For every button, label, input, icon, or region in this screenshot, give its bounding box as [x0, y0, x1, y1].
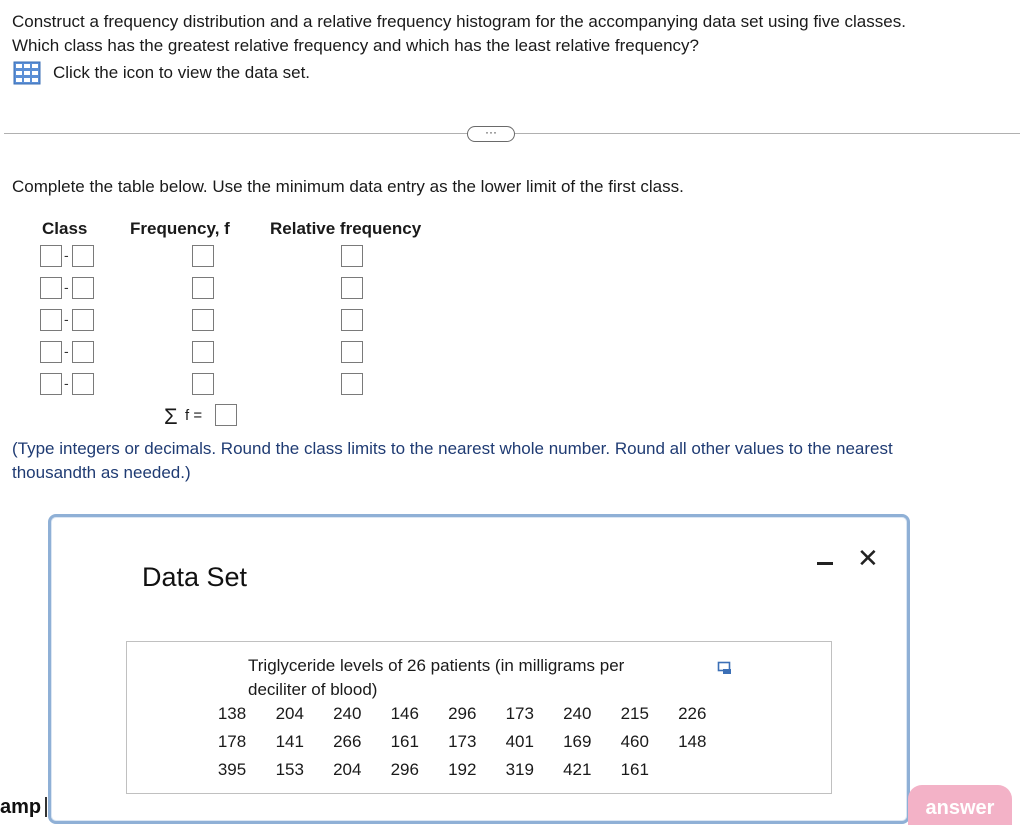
data-row-3	[203, 760, 664, 780]
class-dash: -	[64, 247, 69, 263]
header-relative-frequency: Relative frequency	[270, 219, 422, 238]
data-value: 296	[448, 704, 477, 723]
frequency-input-1[interactable]	[192, 245, 214, 267]
class-upper-input-5[interactable]	[72, 373, 94, 395]
class-lower-input-1[interactable]	[40, 245, 62, 267]
class-lower-input-4[interactable]	[40, 341, 62, 363]
data-set-dialog	[48, 514, 910, 824]
relative-frequency-input-1[interactable]	[341, 245, 363, 267]
frequency-input-2[interactable]	[192, 277, 214, 299]
data-value: 138	[217, 704, 247, 723]
data-value: 204	[333, 760, 362, 779]
data-value: 161	[390, 732, 419, 751]
expand-more-button[interactable]: ···	[467, 126, 515, 142]
class-upper-input-2[interactable]	[72, 277, 94, 299]
class-upper-input-1[interactable]	[72, 245, 94, 267]
class-dash: -	[64, 375, 69, 391]
class-dash: -	[64, 311, 69, 327]
rounding-note	[12, 437, 1012, 485]
class-upper-input-4[interactable]	[72, 341, 94, 363]
class-lower-input-3[interactable]	[40, 309, 62, 331]
table-grid-icon[interactable]	[13, 61, 41, 85]
frequency-input-5[interactable]	[192, 373, 214, 395]
class-lower-input-5[interactable]	[40, 373, 62, 395]
data-value: 395	[217, 760, 247, 779]
data-value: 178	[217, 732, 247, 751]
data-value: 153	[275, 760, 304, 779]
data-value: 240	[563, 704, 592, 723]
data-value: 173	[448, 732, 477, 751]
caption-line-1: Triglyceride levels of 26 patients (in milligrams per	[248, 656, 625, 675]
data-value: 421	[563, 760, 592, 779]
relative-frequency-input-4[interactable]	[341, 341, 363, 363]
class-lower-input-2[interactable]	[40, 277, 62, 299]
relative-frequency-input-5[interactable]	[341, 373, 363, 395]
data-row-1	[203, 704, 721, 724]
sigma-symbol: Σ	[164, 404, 178, 429]
note-line-1: (Type integers or decimals. Round the class limits to the nearest whole number. Round all other values to the nearest	[12, 439, 893, 458]
data-value: 266	[333, 732, 362, 751]
sum-label: f =	[185, 407, 203, 424]
data-value: 173	[505, 704, 534, 723]
frequency-sum-input[interactable]	[215, 404, 237, 426]
answer-tab[interactable]: answer	[908, 785, 1012, 825]
data-value: 215	[620, 704, 649, 723]
view-dataset-label[interactable]: Click the icon to view the data set.	[53, 63, 311, 82]
note-line-2: thousandth as needed.)	[12, 463, 191, 482]
data-value: 401	[505, 732, 534, 751]
data-value: 204	[275, 704, 304, 723]
data-caption	[248, 654, 678, 702]
class-dash: -	[64, 343, 69, 359]
header-frequency: Frequency, f	[130, 219, 230, 238]
data-value: 146	[390, 704, 419, 723]
relative-frequency-input-2[interactable]	[341, 277, 363, 299]
frequency-input-4[interactable]	[192, 341, 214, 363]
table-instruction: Complete the table below. Use the minimum data entry as the lower limit of the first class.	[12, 177, 684, 196]
data-row-2	[203, 732, 721, 752]
data-value: 148	[678, 732, 707, 751]
class-upper-input-3[interactable]	[72, 309, 94, 331]
caption-line-2: deciliter of blood)	[248, 680, 378, 699]
relative-frequency-input-3[interactable]	[341, 309, 363, 331]
minimize-icon[interactable]	[816, 551, 836, 571]
data-value: 161	[620, 760, 649, 779]
close-icon[interactable]: ✕	[857, 543, 879, 573]
partial-example-label: amp	[0, 797, 47, 817]
data-panel	[126, 641, 832, 794]
data-value: 296	[390, 760, 419, 779]
data-value: 460	[620, 732, 649, 751]
data-value: 192	[448, 760, 477, 779]
class-dash: -	[64, 279, 69, 295]
data-value: 240	[333, 704, 362, 723]
dialog-title: Data Set	[142, 562, 248, 592]
question-line-2: Which class has the greatest relative frequency and which has the least relative frequency?	[12, 36, 699, 55]
data-value: 226	[678, 704, 707, 723]
data-value: 319	[505, 760, 534, 779]
view-dataset-link[interactable]	[13, 61, 310, 85]
data-value: 169	[563, 732, 592, 751]
copy-data-icon[interactable]	[717, 660, 733, 676]
header-class: Class	[42, 219, 88, 238]
question-line-1: Construct a frequency distribution and a relative frequency histogram for the accompanying data set using five classes.	[12, 12, 906, 31]
question-text	[12, 10, 906, 58]
frequency-input-3[interactable]	[192, 309, 214, 331]
data-value: 141	[275, 732, 304, 751]
